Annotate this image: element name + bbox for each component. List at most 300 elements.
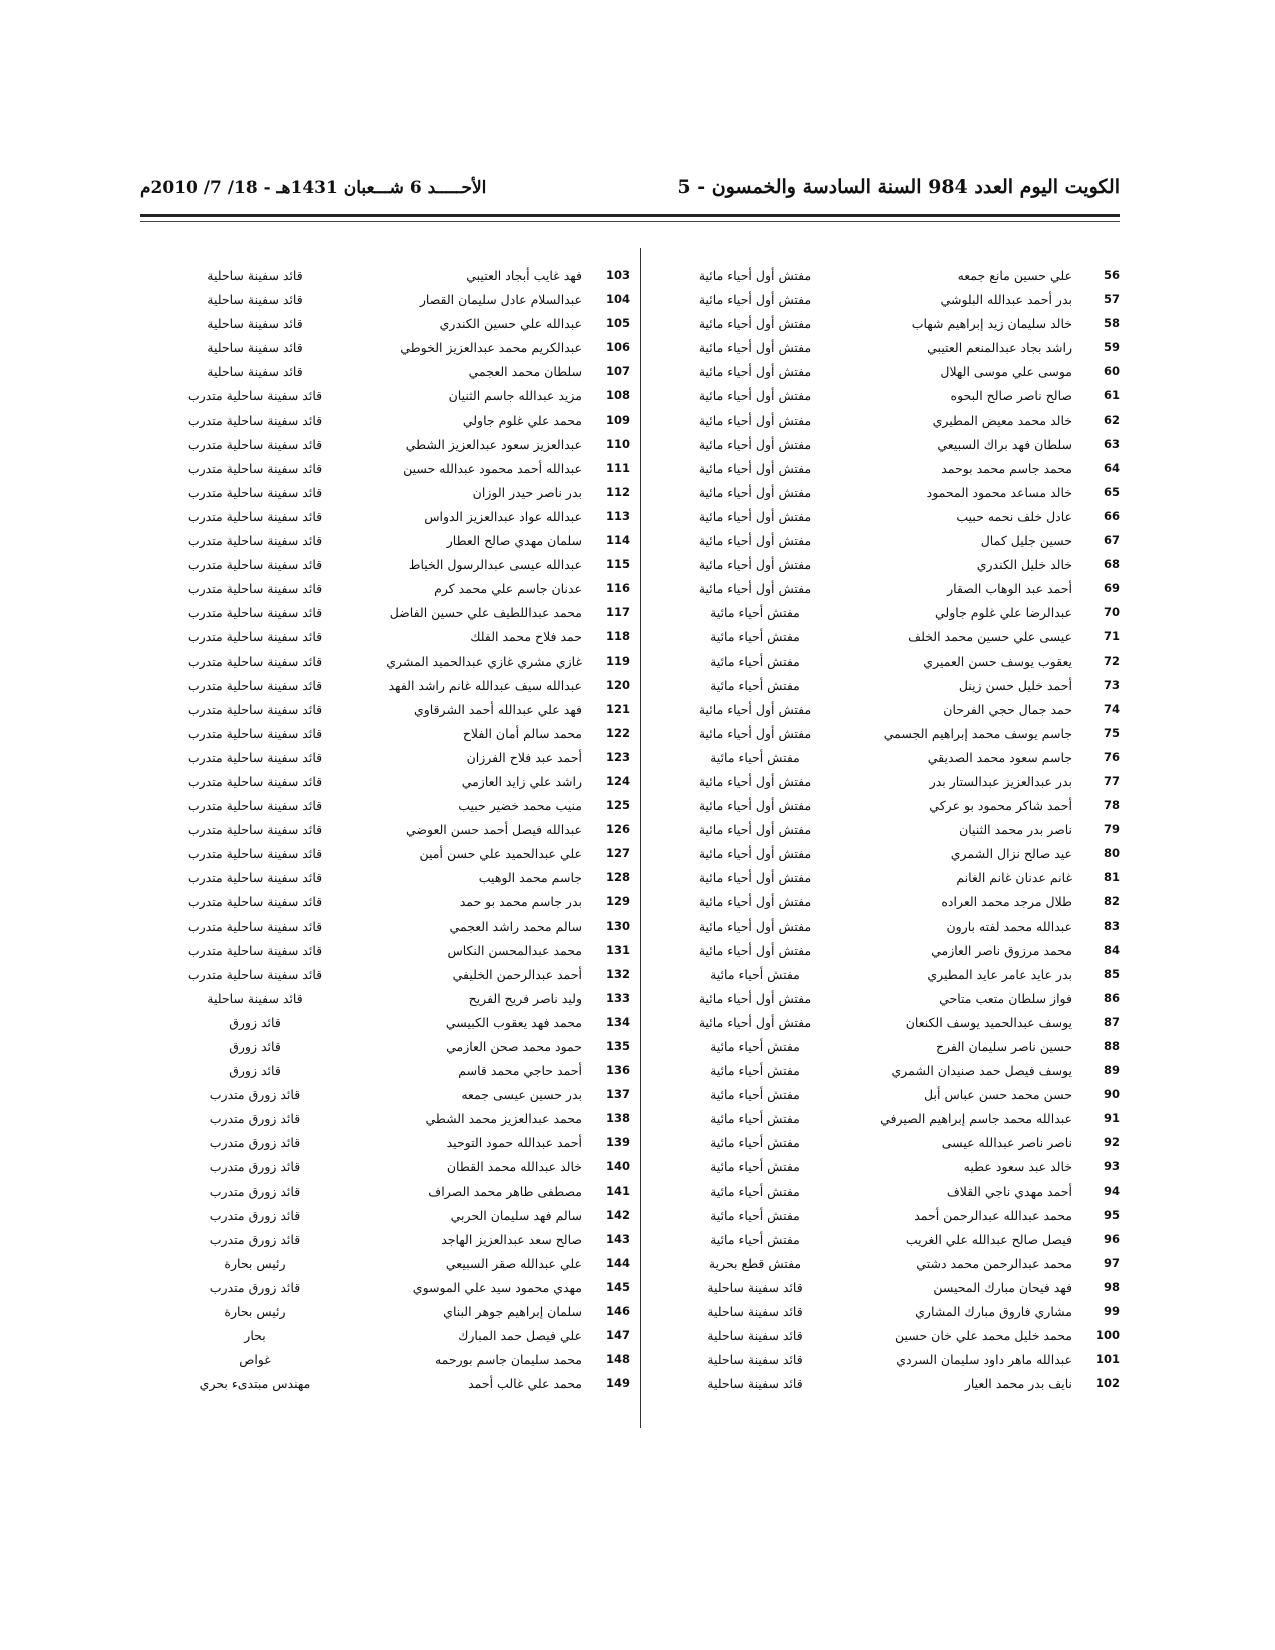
list-item [660, 967, 1120, 991]
entry-name: خالد عبد سعود عطيه [963, 1159, 1072, 1175]
entry-number: 148 [605, 1352, 630, 1367]
entry-job-title: مفتش أحياء مائية [710, 1063, 800, 1079]
entry-number: 70 [1103, 605, 1120, 620]
entry-job-title: مفتش أول أحياء مائية [698, 1014, 812, 1030]
entry-job-title: قائد سفينة ساحلية [207, 990, 303, 1006]
column-left [160, 268, 630, 1400]
entry-name: بدر عبدالعزيز عبدالستار بدر [929, 773, 1072, 789]
list-item [660, 774, 1120, 798]
entry-number: 114 [605, 533, 630, 548]
entry-number: 92 [1103, 1135, 1120, 1150]
entry-job-title: مفتش أول أحياء مائية [698, 822, 812, 838]
entry-name: سلمان إبراهيم جوهر البناي [443, 1304, 582, 1320]
entry-name: عبدالسلام عادل سليمان القصار [419, 292, 582, 308]
entry-number: 128 [605, 870, 630, 885]
list-item [160, 1208, 630, 1232]
list-item [660, 461, 1120, 485]
entry-job-title: قائد سفينة ساحلية متدرب [187, 749, 323, 765]
entry-name: بدر جاسم محمد بو حمد [459, 894, 582, 910]
entry-number: 67 [1103, 533, 1120, 548]
entry-name: عدنان جاسم علي محمد كرم [434, 581, 582, 597]
entry-name: علي فيصل حمد المبارك [458, 1328, 582, 1344]
list-item [660, 1135, 1120, 1159]
entry-number: 124 [605, 773, 630, 788]
entry-job-title: قائد سفينة ساحلية متدرب [187, 677, 323, 693]
entry-job-title: مفتش أول أحياء مائية [698, 316, 812, 332]
entry-name: أحمد حاجي محمد قاسم [458, 1063, 582, 1079]
entry-number: 105 [605, 316, 630, 331]
entry-job-title: قائد سفينة ساحلية متدرب [187, 629, 323, 645]
entry-name: سالم فهد سليمان الحربي [450, 1207, 582, 1223]
entry-job-title: قائد سفينة ساحلية متدرب [187, 725, 323, 741]
entry-job-title: قائد زورق متدرب [209, 1183, 301, 1199]
entry-number: 149 [605, 1376, 630, 1391]
entry-number: 104 [605, 292, 630, 307]
entry-job-title: قائد زورق متدرب [209, 1111, 301, 1127]
list-item [660, 388, 1120, 412]
entry-name: راشد علي زايد العازمي [461, 773, 582, 789]
entry-job-title: مفتش أول أحياء مائية [698, 870, 812, 886]
entry-number: 102 [1095, 1376, 1120, 1391]
list-item [660, 437, 1120, 461]
entry-name: محمد عبداللطيف علي حسين الفاضل [389, 605, 582, 621]
entry-job-title: مفتش أحياء مائية [710, 1135, 800, 1151]
entry-job-title: مفتش أول أحياء مائية [698, 990, 812, 1006]
list-item [160, 726, 630, 750]
entry-name: عبدالله علي حسين الكندري [439, 316, 582, 332]
list-item [160, 822, 630, 846]
list-item [160, 1280, 630, 1304]
entry-name: محمد عبدالرحمن محمد دشتي [916, 1255, 1072, 1271]
entry-name: منيب محمد خضير حبيب [458, 798, 582, 814]
entry-job-title: قائد سفينة ساحلية [707, 1376, 803, 1392]
list-item [160, 1135, 630, 1159]
list-item [660, 822, 1120, 846]
list-item [660, 1232, 1120, 1256]
entry-name: فواز سلطان متعب متاحي [939, 990, 1072, 1006]
list-item [160, 870, 630, 894]
entry-name: مهدي محمود سيد علي الموسوي [412, 1279, 582, 1295]
list-item [660, 1039, 1120, 1063]
entry-job-title: قائد سفينة ساحلية متدرب [187, 388, 323, 404]
entry-job-title: مفتش أول أحياء مائية [698, 942, 812, 958]
entry-name: عادل خلف نحمه حبيب [956, 508, 1072, 524]
entry-number: 65 [1103, 484, 1120, 499]
entry-number: 130 [605, 918, 630, 933]
list-item [660, 919, 1120, 943]
entry-name: جاسم محمد الوهيب [478, 870, 582, 886]
entry-name: محمد سليمان جاسم بورحمه [434, 1352, 582, 1368]
entry-number: 121 [605, 701, 630, 716]
entry-number: 94 [1103, 1183, 1120, 1198]
entry-job-title: مفتش أول أحياء مائية [698, 918, 812, 934]
entry-name: سلمان مهدي صالح العطار [446, 533, 582, 549]
entry-name: راشد بجاد عبدالمنعم العتيبي [927, 340, 1072, 356]
list-item [660, 268, 1120, 292]
entry-number: 57 [1103, 292, 1120, 307]
list-item [160, 509, 630, 533]
list-item [160, 581, 630, 605]
entry-number: 76 [1103, 749, 1120, 764]
entry-name: عبدالله ماهر داود سليمان السردي [896, 1352, 1072, 1368]
entry-job-title: مفتش أول أحياء مائية [698, 846, 812, 862]
list-item [160, 413, 630, 437]
header-rule-thick [140, 214, 1120, 217]
entry-job-title: مفتش أول أحياء مائية [698, 581, 812, 597]
entry-name: ناصر ناصر عبدالله عيسى [941, 1135, 1072, 1151]
entry-name: محمد مرزوق ناصر العازمي [931, 942, 1072, 958]
entry-job-title: مهندس مبتدىء بحري [199, 1376, 311, 1392]
list-item [660, 1159, 1120, 1183]
entry-number: 122 [605, 725, 630, 740]
entry-number: 113 [605, 508, 630, 523]
entry-job-title: قائد سفينة ساحلية متدرب [187, 773, 323, 789]
entry-number: 93 [1103, 1159, 1120, 1174]
entry-job-title: قائد سفينة ساحلية متدرب [187, 557, 323, 573]
list-item [160, 774, 630, 798]
list-item [660, 605, 1120, 629]
list-item [160, 605, 630, 629]
list-item [160, 437, 630, 461]
entry-job-title: مفتش أول أحياء مائية [698, 533, 812, 549]
entry-name: وليد ناصر فريح الفريح [468, 990, 582, 1006]
entry-number: 126 [605, 822, 630, 837]
list-item [660, 798, 1120, 822]
entry-name: علي حسين مانع جمعه [957, 268, 1072, 283]
entry-number: 109 [605, 412, 630, 427]
entry-name: حسين ناصر سليمان الفرج [935, 1039, 1072, 1054]
entry-job-title: مفتش أحياء مائية [710, 1111, 800, 1127]
entry-number: 97 [1103, 1255, 1120, 1270]
entry-job-title: قائد زورق متدرب [209, 1207, 301, 1223]
list-item [160, 702, 630, 726]
entry-number: 79 [1103, 822, 1120, 837]
list-item [160, 1184, 630, 1208]
entry-number: 118 [605, 629, 630, 644]
entry-name: علي عبدالله صقر السبيعي [445, 1255, 582, 1271]
list-item [160, 629, 630, 653]
entry-job-title: قائد سفينة ساحلية [207, 316, 303, 332]
entry-number: 95 [1103, 1207, 1120, 1222]
entry-name: سلطان فهد براك السبيعي [937, 436, 1072, 452]
entry-number: 132 [605, 966, 630, 981]
list-item [160, 364, 630, 388]
list-item [660, 1087, 1120, 1111]
entry-job-title: مفتش أول أحياء مائية [698, 388, 812, 404]
entry-job-title: مفتش أول أحياء مائية [698, 460, 812, 476]
list-item [660, 1015, 1120, 1039]
list-item [160, 991, 630, 1015]
list-item [660, 1256, 1120, 1280]
list-item [660, 726, 1120, 750]
entry-name: عبدالله عواد عبدالعزيز الدواس [424, 508, 582, 524]
entry-job-title: مفتش أحياء مائية [710, 1159, 800, 1175]
entry-name: أحمد شاكر محمود بو عركي [929, 798, 1072, 814]
page-header [140, 176, 1120, 206]
entry-name: بدر ناصر حيدر الوزان [472, 484, 582, 500]
entry-number: 73 [1103, 677, 1120, 692]
list-item [160, 919, 630, 943]
list-item [160, 461, 630, 485]
entry-job-title: مفتش أول أحياء مائية [698, 894, 812, 910]
entry-job-title: مفتش أول أحياء مائية [698, 364, 812, 380]
entry-name: محمد علي غالب أحمد [468, 1376, 582, 1392]
entry-name: يعقوب يوسف حسن العميري [923, 653, 1072, 669]
entry-name: عيسى علي حسين محمد الخلف [908, 629, 1072, 645]
entry-name: فيصل صالح عبدالله علي الغريب [905, 1231, 1072, 1247]
list-item [160, 846, 630, 870]
column-divider [640, 248, 641, 1428]
entry-job-title: قائد سفينة ساحلية متدرب [187, 484, 323, 500]
list-item [660, 1111, 1120, 1135]
entry-number: 100 [1095, 1328, 1120, 1343]
entry-number: 137 [605, 1087, 630, 1102]
entry-job-title: قائد سفينة ساحلية متدرب [187, 846, 323, 862]
entry-job-title: قائد سفينة ساحلية متدرب [187, 701, 323, 717]
list-item [160, 1039, 630, 1063]
entry-job-title: قائد سفينة ساحلية [707, 1304, 803, 1320]
entry-number: 116 [605, 581, 630, 596]
list-item [160, 533, 630, 557]
entry-name: محمد عبدالعزيز محمد الشطي [425, 1111, 582, 1127]
list-item [160, 1087, 630, 1111]
entry-job-title: قائد سفينة ساحلية [207, 268, 303, 283]
entry-number: 80 [1103, 846, 1120, 861]
entry-name: محمد عبدالمحسن النكاس [447, 942, 582, 958]
entry-number: 87 [1103, 1014, 1120, 1029]
entry-job-title: قائد زورق [229, 1063, 281, 1079]
entry-number: 90 [1103, 1087, 1120, 1102]
entry-number: 71 [1103, 629, 1120, 644]
list-item [660, 340, 1120, 364]
entry-name: عبدالكريم محمد عبدالعزيز الخوطي [400, 340, 582, 356]
list-item [160, 316, 630, 340]
entry-name: بدر عايد عامر عايد المطيري [927, 966, 1072, 982]
entry-number: 91 [1103, 1111, 1120, 1126]
entry-name: صالح ناصر صالح البحوه [950, 388, 1072, 404]
entry-name: صالح سعد عبدالعزيز الهاجد [441, 1231, 582, 1247]
list-item [660, 364, 1120, 388]
entry-number: 74 [1103, 701, 1120, 716]
entry-name: موسى علي موسى الهلال [940, 364, 1072, 380]
entry-number: 103 [605, 268, 630, 282]
entry-job-title: قائد سفينة ساحلية [207, 364, 303, 380]
entry-job-title: قائد سفينة ساحلية متدرب [187, 581, 323, 597]
list-item [160, 388, 630, 412]
entry-number: 131 [605, 942, 630, 957]
entry-number: 98 [1103, 1279, 1120, 1294]
entry-job-title: قائد سفينة ساحلية متدرب [187, 918, 323, 934]
entry-job-title: قائد سفينة ساحلية متدرب [187, 822, 323, 838]
entry-number: 66 [1103, 508, 1120, 523]
entry-number: 129 [605, 894, 630, 909]
entry-name: محمد فهد يعقوب الكبيسي [445, 1014, 582, 1030]
list-item [660, 629, 1120, 653]
entry-name: عبدالله محمد جاسم إبراهيم الصيرفي [880, 1111, 1072, 1127]
list-item [660, 1352, 1120, 1376]
entry-name: عبدالله فيصل أحمد حسن العوضي [405, 822, 582, 838]
entry-name: أحمد عبدالرحمن الخليفي [452, 966, 582, 982]
entry-name: عيد صالح نزال الشمري [950, 846, 1072, 862]
entry-job-title: قائد سفينة ساحلية متدرب [187, 653, 323, 669]
entry-name: عبدالرضا علي غلوم جاولي [935, 605, 1072, 621]
list-item [160, 967, 630, 991]
entry-number: 78 [1103, 798, 1120, 813]
entry-name: محمد علي غلوم جاولي [462, 412, 582, 428]
entry-job-title: قائد سفينة ساحلية [207, 292, 303, 308]
entry-number: 89 [1103, 1063, 1120, 1078]
entry-job-title: قائد سفينة ساحلية متدرب [187, 894, 323, 910]
entry-name: سالم محمد راشد العجمي [449, 918, 582, 934]
header-rule-thin [140, 221, 1120, 222]
list-item [660, 870, 1120, 894]
entry-job-title: مفتش أول أحياء مائية [698, 798, 812, 814]
list-item [660, 1184, 1120, 1208]
entry-job-title: رئيس بحارة [224, 1304, 286, 1320]
entry-name: علي عبدالحميد علي حسن أمين [419, 846, 582, 862]
entry-number: 99 [1103, 1304, 1120, 1319]
entry-name: أحمد خليل حسن زينل [958, 677, 1072, 693]
entry-number: 110 [605, 436, 630, 451]
entry-job-title: قائد سفينة ساحلية متدرب [187, 460, 323, 476]
entry-name: سلطان محمد العجمي [468, 364, 582, 380]
list-item [660, 557, 1120, 581]
list-item [660, 1304, 1120, 1328]
entry-job-title: قائد سفينة ساحلية [207, 340, 303, 356]
list-item [160, 1304, 630, 1328]
list-item [160, 1352, 630, 1376]
entry-number: 111 [605, 460, 630, 475]
entry-job-title: غواص [239, 1352, 271, 1368]
list-item [660, 846, 1120, 870]
list-item [660, 509, 1120, 533]
list-item [660, 702, 1120, 726]
entry-number: 107 [605, 364, 630, 379]
entry-name: جاسم يوسف محمد إبراهيم الجسمي [883, 725, 1072, 741]
list-item [160, 1376, 630, 1400]
entry-job-title: قائد سفينة ساحلية [707, 1352, 803, 1368]
entry-name: عبدالله عيسى عبدالرسول الخياط [408, 557, 582, 573]
entry-job-title: قائد زورق متدرب [209, 1279, 301, 1295]
list-item [660, 292, 1120, 316]
entry-name: حسين جليل كمال [980, 533, 1072, 549]
entry-job-title: مفتش أحياء مائية [710, 966, 800, 982]
entry-name: بدر أحمد عبدالله البلوشي [940, 292, 1072, 308]
entry-number: 146 [605, 1304, 630, 1319]
entry-number: 147 [605, 1328, 630, 1343]
entry-name: غازي مشري غازي عبدالحميد المشري [386, 653, 582, 669]
entry-name: محمد سالم أمان الفلاح [462, 725, 582, 741]
entry-name: خالد محمد معيض المطيري [932, 412, 1072, 428]
entry-name: مصطفى طاهر محمد الصراف [428, 1183, 582, 1199]
entry-number: 72 [1103, 653, 1120, 668]
entry-number: 56 [1103, 268, 1120, 282]
entry-job-title: مفتش أحياء مائية [710, 677, 800, 693]
list-item [660, 894, 1120, 918]
entry-job-title: مفتش أحياء مائية [710, 1207, 800, 1223]
list-item [660, 533, 1120, 557]
entry-name: مشاري فاروق مبارك المشاري [915, 1304, 1072, 1320]
list-item [660, 1328, 1120, 1352]
entry-number: 139 [605, 1135, 630, 1150]
list-item [160, 1232, 630, 1256]
list-item [660, 581, 1120, 605]
entry-name: خالد سليمان زيد إبراهيم شهاب [911, 316, 1072, 332]
entry-name: فهد غايب أبجاد العتيبي [466, 268, 582, 283]
entry-number: 125 [605, 798, 630, 813]
entry-job-title: مفتش أول أحياء مائية [698, 484, 812, 500]
entry-number: 84 [1103, 942, 1120, 957]
entry-number: 81 [1103, 870, 1120, 885]
list-item [660, 413, 1120, 437]
entry-job-title: مفتش أحياء مائية [710, 1183, 800, 1199]
entry-job-title: قائد زورق متدرب [209, 1087, 301, 1103]
entry-job-title: مفتش أحياء مائية [710, 629, 800, 645]
entry-name: ناصر بدر محمد الثنيان [959, 822, 1072, 838]
entry-number: 88 [1103, 1039, 1120, 1053]
entry-job-title: مفتش أول أحياء مائية [698, 292, 812, 308]
entry-name: فهد فيحان مبارك المحيسن [933, 1279, 1072, 1295]
list-item [160, 557, 630, 581]
entry-job-title: قائد سفينة ساحلية [707, 1279, 803, 1295]
entry-number: 61 [1103, 388, 1120, 403]
entry-name: أحمد عبد فلاح الفرزان [466, 749, 582, 765]
entry-name: طلال مرجد محمد العراده [941, 894, 1072, 910]
entry-number: 106 [605, 340, 630, 355]
entry-name: حمود محمد صحن العازمي [446, 1039, 582, 1054]
entry-number: 142 [605, 1207, 630, 1222]
entry-job-title: رئيس بحارة [224, 1255, 286, 1271]
header-date: الأحـــــد 6 شـــعبان 1431هـ - 18/ 7/ 2010م [140, 178, 487, 198]
entry-name: خالد مساعد محمود المحمود [926, 484, 1072, 500]
entry-number: 119 [605, 653, 630, 668]
entry-number: 69 [1103, 581, 1120, 596]
entry-name: يوسف عبدالحميد يوسف الكنعان [905, 1014, 1072, 1030]
entry-job-title: قائد سفينة ساحلية متدرب [187, 412, 323, 428]
entry-name: يوسف فيصل حمد صنيدان الشمري [891, 1063, 1072, 1079]
entry-number: 135 [605, 1039, 630, 1053]
entry-job-title: مفتش أحياء مائية [710, 1087, 800, 1103]
entry-name: غانم عدنان غانم الغانم [956, 870, 1072, 886]
entry-name: جاسم سعود محمد الصديقي [927, 749, 1072, 765]
entry-job-title: مفتش أول أحياء مائية [698, 340, 812, 356]
entry-number: 133 [605, 990, 630, 1005]
entry-number: 117 [605, 605, 630, 620]
entry-number: 145 [605, 1279, 630, 1294]
entry-number: 112 [605, 484, 630, 499]
entry-name: خالد خليل الكندري [976, 557, 1072, 573]
entry-number: 64 [1103, 460, 1120, 475]
list-item [160, 1256, 630, 1280]
list-item [160, 678, 630, 702]
list-item [660, 485, 1120, 509]
entry-number: 134 [605, 1014, 630, 1029]
entry-number: 136 [605, 1063, 630, 1078]
entry-number: 63 [1103, 436, 1120, 451]
list-item [160, 894, 630, 918]
entry-name: أحمد عبدالله حمود التوحيد [446, 1135, 582, 1151]
list-item [660, 1376, 1120, 1400]
entry-number: 120 [605, 677, 630, 692]
entry-name: أحمد عبد الوهاب الصقار [947, 581, 1072, 597]
entry-job-title: قائد سفينة ساحلية متدرب [187, 436, 323, 452]
entry-number: 144 [605, 1255, 630, 1270]
entry-job-title: مفتش أحياء مائية [710, 1231, 800, 1247]
entry-number: 108 [605, 388, 630, 403]
entry-job-title: قائد سفينة ساحلية متدرب [187, 533, 323, 549]
entry-job-title: قائد زورق متدرب [209, 1135, 301, 1151]
entry-job-title: بحار [244, 1328, 266, 1344]
